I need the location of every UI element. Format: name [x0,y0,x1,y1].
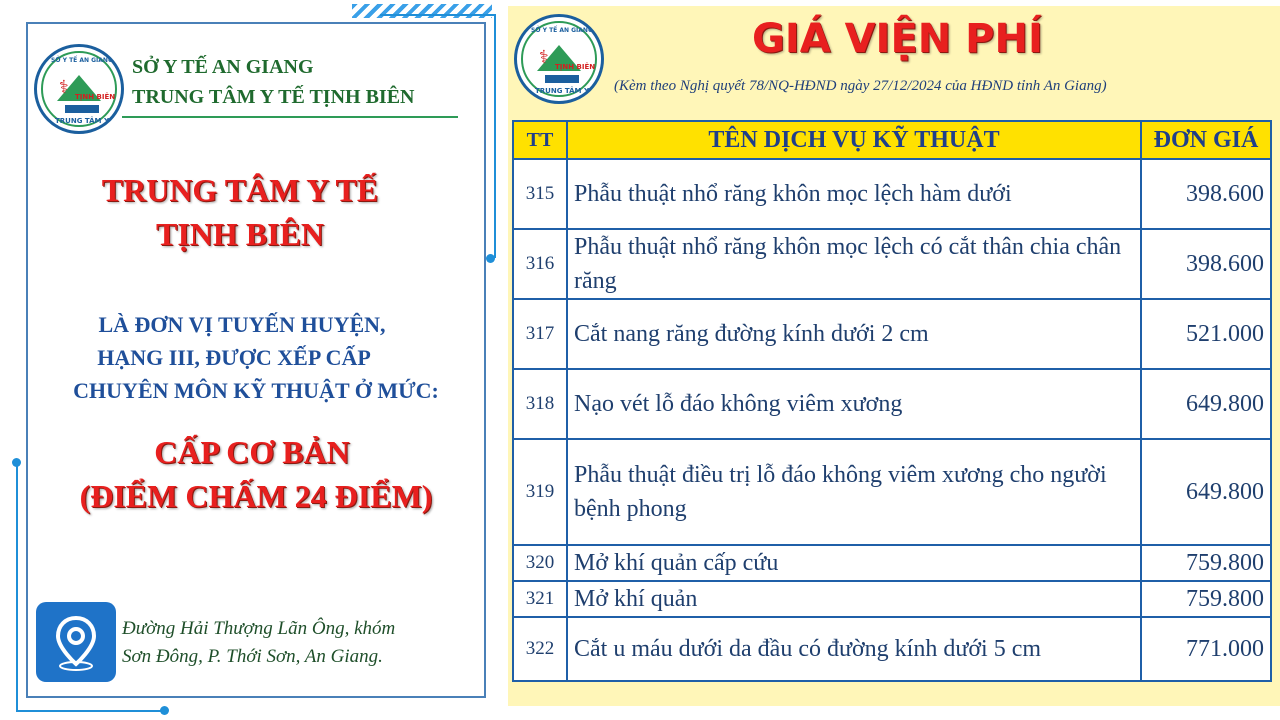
hospital-logo: ⚕ SỞ Y TẾ AN GIANG TỊNH BIÊN TRUNG TÂM Y TẾ [34,44,124,134]
level-line-2: (ĐIỂM CHẤM 24 ĐIỂM) [79,478,433,514]
logo-text-bottom: TRUNG TÂM Y TẾ [55,117,122,125]
logo-text-mid: TỊNH BIÊN [75,93,116,101]
row-price: 649.800 [1141,439,1271,545]
row-tt: 321 [513,581,567,617]
row-tt: 315 [513,159,567,229]
table-row [513,229,1271,299]
table-row [513,581,1271,617]
table-row [513,439,1271,545]
row-price: 771.000 [1141,617,1271,681]
row-tt: 317 [513,299,567,369]
row-service-name: Phẫu thuật nhổ răng khôn mọc lệch có cắt thân chia chân răng [567,229,1141,299]
row-service-name: Mở khí quản [567,581,1141,617]
logo-text-mid: TỊNH BIÊN [555,63,596,71]
table-row [513,299,1271,369]
center-title-line-2: TỊNH BIÊN [155,216,325,252]
decorative-dot [160,706,169,715]
row-tt: 322 [513,617,567,681]
decorative-line-left [16,464,18,712]
row-price: 398.600 [1141,229,1271,299]
decorative-dot [486,254,495,263]
level-line-1: CẤP CƠ BẢN [154,434,350,470]
row-price: 398.600 [1141,159,1271,229]
row-price: 649.800 [1141,369,1271,439]
row-service-name: Cắt u máu dưới da đầu có đường kính dưới 5 cm [567,617,1141,681]
row-tt: 316 [513,229,567,299]
decorative-line-top [380,14,496,16]
price-table [512,120,1272,682]
row-price: 759.800 [1141,545,1271,581]
table-row [513,159,1271,229]
org-line-2: TRUNG TÂM Y TẾ TỊNH BIÊN [132,86,415,108]
row-tt: 319 [513,439,567,545]
logo-text-bottom: TRUNG TÂM Y TẾ [535,87,602,95]
decorative-dot [12,458,21,467]
logo-text-top: SỞ Y TẾ AN GIANG [531,27,593,34]
header-price: ĐƠN GIÁ [1141,121,1271,159]
row-service-name: Nạo vét lỗ đáo không viêm xương [567,369,1141,439]
center-title-line-1: TRUNG TÂM Y TẾ [101,172,379,208]
description-line-3: CHUYÊN MÔN KỸ THUẬT Ở MỨC: [73,378,439,403]
description-line-1: LÀ ĐƠN VỊ TUYẾN HUYỆN, [98,312,386,337]
header-service-name: TÊN DỊCH VỤ KỸ THUẬT [567,121,1141,159]
row-price: 521.000 [1141,299,1271,369]
address-line-2: Sơn Đông, P. Thới Sơn, An Giang. [122,646,383,667]
row-price: 759.800 [1141,581,1271,617]
table-row [513,617,1271,681]
table-row [513,545,1271,581]
location-pin-icon [36,602,116,682]
row-tt: 318 [513,369,567,439]
resolution-note: (Kèm theo Nghị quyết 78/NQ-HĐND ngày 27/12/2024 của HĐND tỉnh An Giang) [614,78,1107,94]
table-row [513,369,1271,439]
logo-text-top: SỞ Y TẾ AN GIANG [51,57,113,64]
org-underline [122,116,458,118]
decorative-line-bottom [16,710,166,712]
row-tt: 320 [513,545,567,581]
header-tt: TT [513,121,567,159]
row-service-name: Cắt nang răng đường kính dưới 2 cm [567,299,1141,369]
row-service-name: Phẫu thuật điều trị lỗ đáo không viêm xương cho người bệnh phong [567,439,1141,545]
hospital-logo-right: ⚕ SỞ Y TẾ AN GIANG TỊNH BIÊN TRUNG TÂM Y TẾ [514,14,604,104]
row-service-name: Mở khí quản cấp cứu [567,545,1141,581]
price-title: GIÁ VIỆN PHÍ [752,16,1043,62]
org-line-1: SỞ Y TẾ AN GIANG [132,56,314,78]
table-header-row [513,121,1271,159]
row-service-name: Phẫu thuật nhổ răng khôn mọc lệch hàm dưới [567,159,1141,229]
description-line-2: HẠNG III, ĐƯỢC XẾP CẤP [97,345,371,370]
address-line-1: Đường Hải Thượng Lãn Ông, khóm [122,618,396,639]
decorative-line-right [494,14,496,258]
